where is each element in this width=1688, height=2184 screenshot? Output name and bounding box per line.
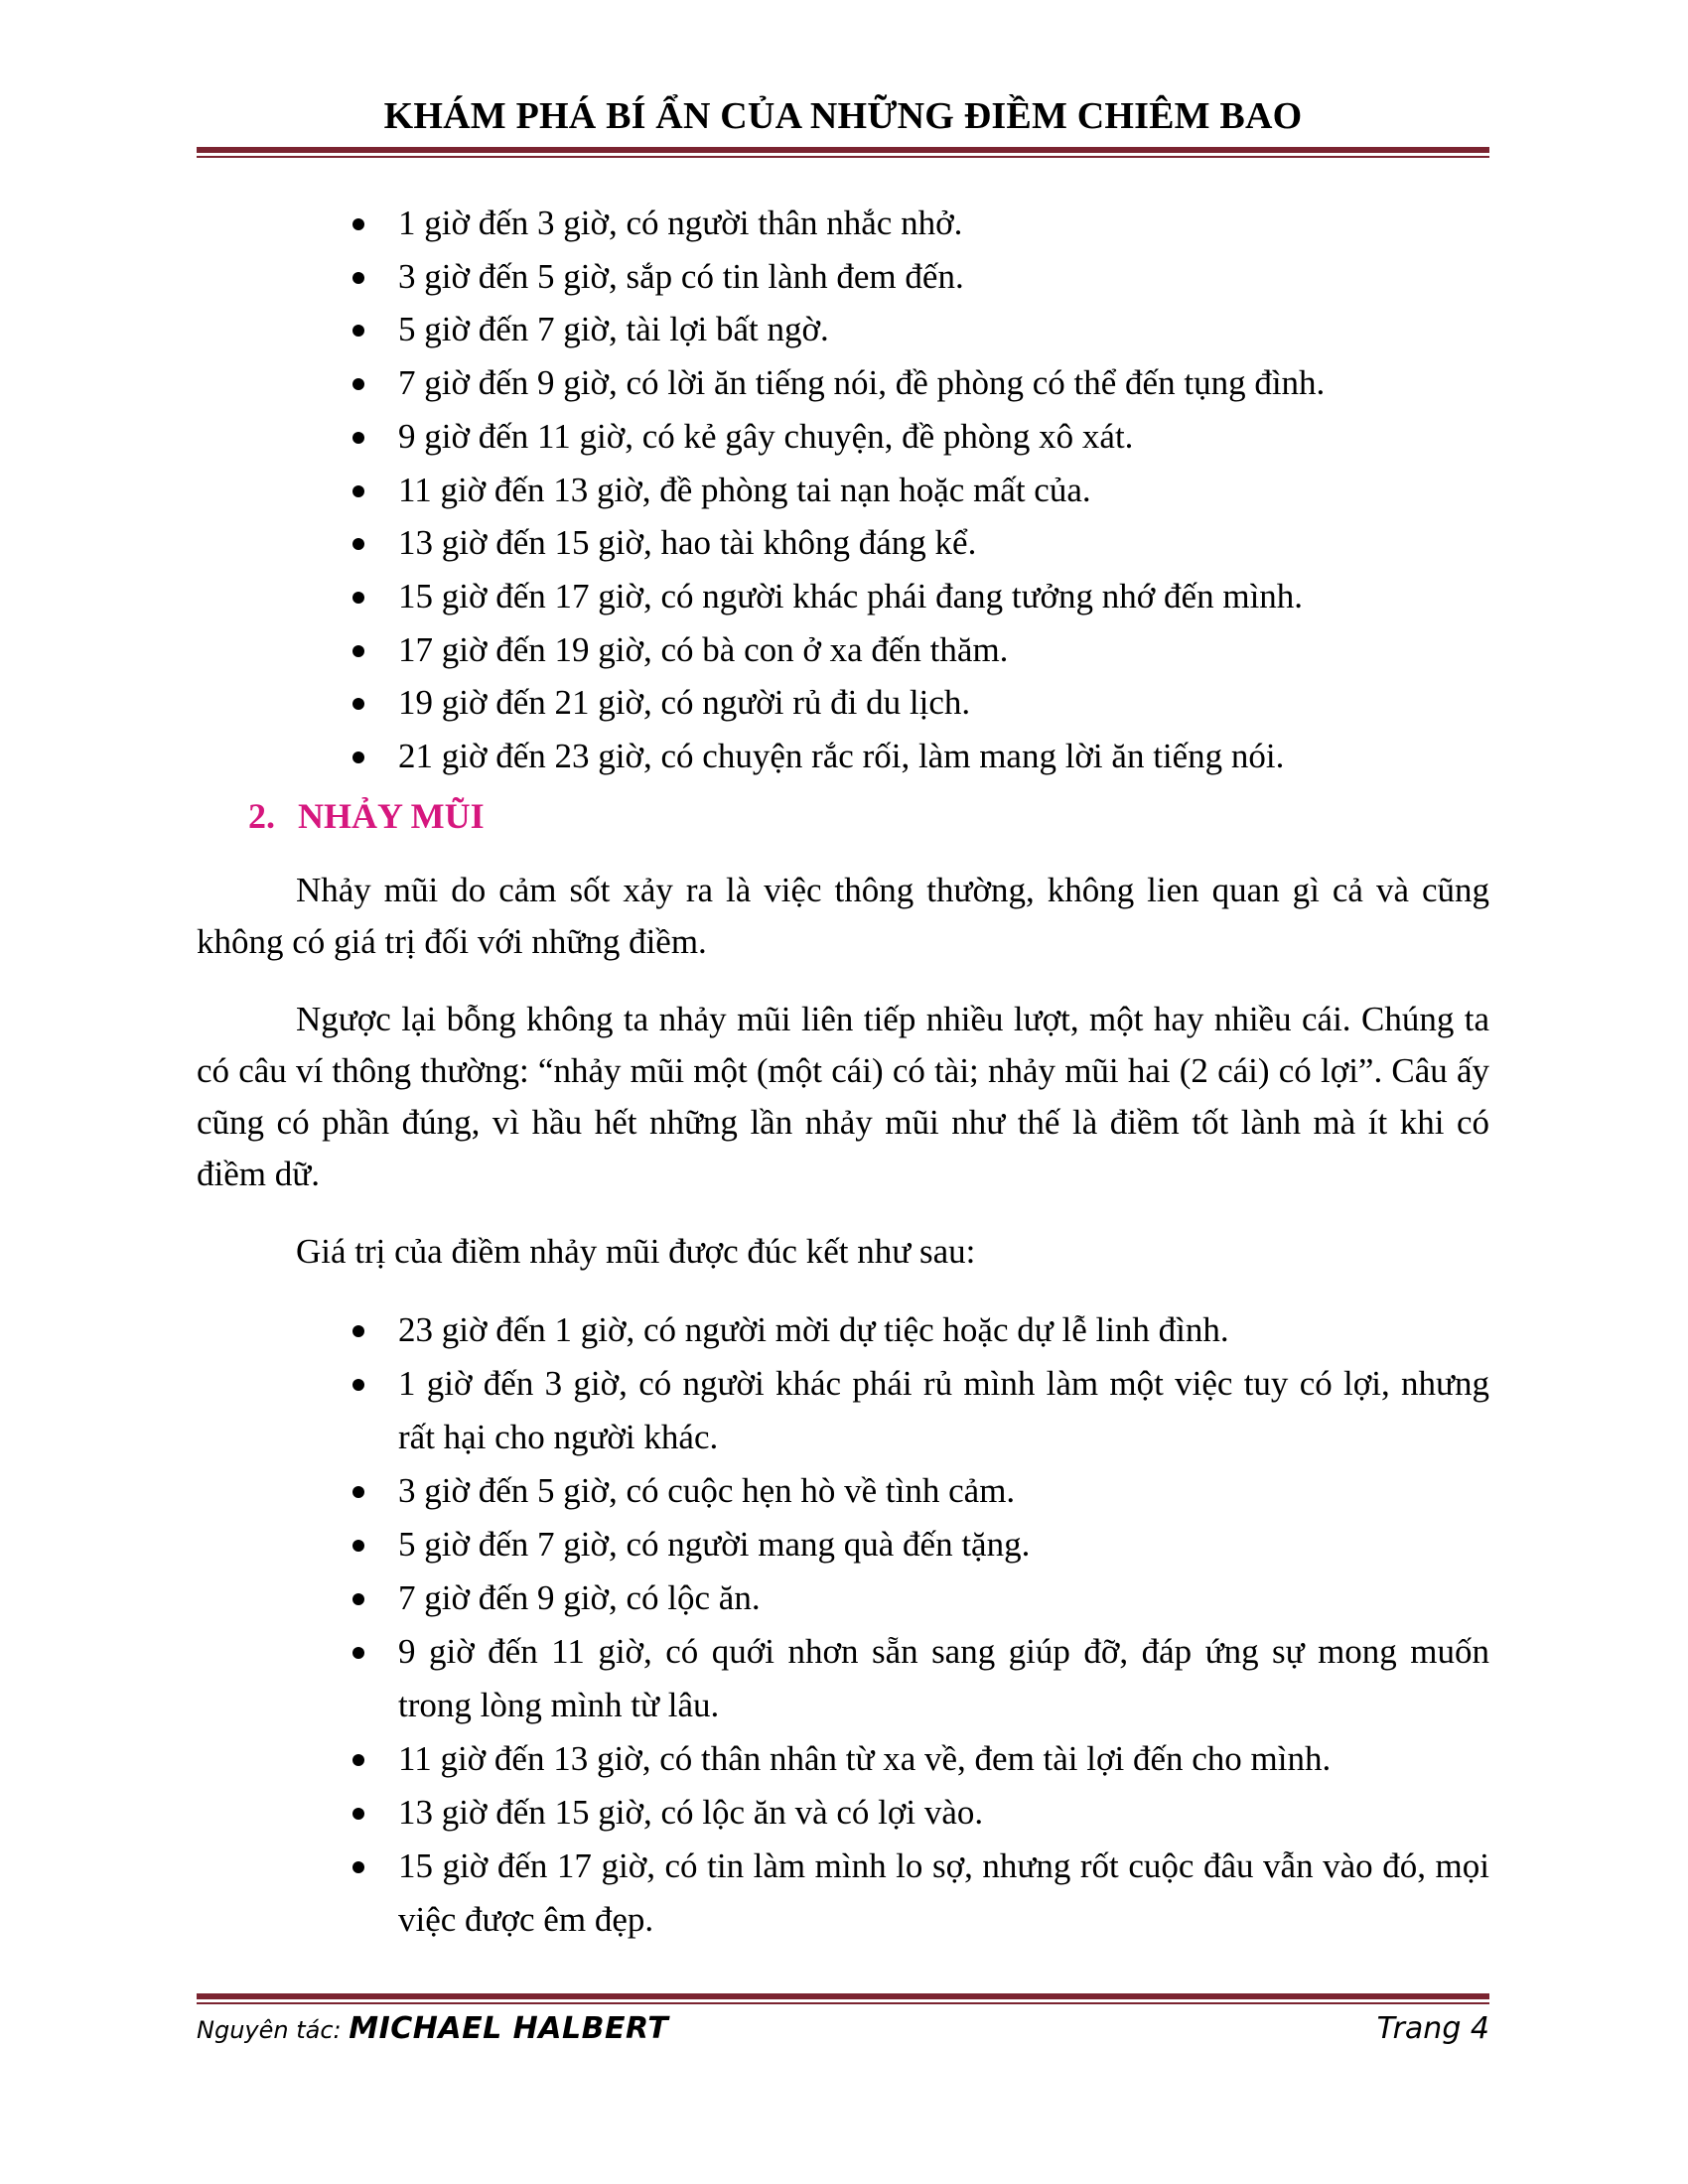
list-item: 11 giờ đến 13 giờ, đề phòng tai nạn hoặc mất của.: [197, 464, 1489, 517]
bullet-icon: [352, 218, 364, 230]
list-item: 23 giờ đến 1 giờ, có người mời dự tiệc hoặc dự lễ linh đình.: [197, 1303, 1489, 1357]
section-heading: [248, 791, 1489, 841]
bullet-icon: [352, 1754, 364, 1766]
page-body: [197, 197, 1489, 1947]
section-number: 2.: [248, 795, 275, 836]
footer-divider: [197, 1993, 1489, 2004]
list-item: 21 giờ đến 23 giờ, có chuyện rắc rối, làm mang lời ăn tiếng nói.: [197, 730, 1489, 783]
bullet-icon: [352, 698, 364, 710]
list-item: 15 giờ đến 17 giờ, có tin làm mình lo sợ, nhưng rốt cuộc đâu vẫn vào đó, mọi việc được êm đẹp.: [197, 1840, 1489, 1947]
list-item: 3 giờ đến 5 giờ, sắp có tin lành đem đến.: [197, 250, 1489, 304]
list-item: 17 giờ đến 19 giờ, có bà con ở xa đến thăm.: [197, 623, 1489, 677]
list-item: 5 giờ đến 7 giờ, tài lợi bất ngờ.: [197, 303, 1489, 356]
footer-credit: [197, 2009, 668, 2050]
bullet-icon: [352, 751, 364, 763]
list-item: 15 giờ đến 17 giờ, có người khác phái đang tưởng nhớ đến mình.: [197, 570, 1489, 623]
omen-list-1: [197, 197, 1489, 783]
bullet-icon: [352, 1593, 364, 1605]
bullet-icon: [352, 1486, 364, 1498]
bullet-icon: [352, 592, 364, 604]
bullet-icon: [352, 378, 364, 390]
page-header-title: KHÁM PHÁ BÍ ẨN CỦA NHỮNG ĐIỀM CHIÊM BAO: [383, 95, 1303, 137]
list-item: 13 giờ đến 15 giờ, hao tài không đáng kể.: [197, 516, 1489, 570]
list-item: 7 giờ đến 9 giờ, có lộc ăn.: [197, 1571, 1489, 1625]
bullet-icon: [352, 485, 364, 497]
bullet-icon: [352, 432, 364, 444]
section-title: NHẢY MŨI: [298, 795, 485, 836]
bullet-icon: [352, 1325, 364, 1337]
bullet-icon: [352, 1861, 364, 1873]
bullet-icon: [352, 272, 364, 284]
bullet-icon: [352, 325, 364, 337]
list-item: 1 giờ đến 3 giờ, có người khác phái rủ mình làm một việc tuy có lợi, nhưng rất hại cho người khác.: [197, 1357, 1489, 1464]
paragraph: Ngược lại bỗng không ta nhảy mũi liên tiếp nhiều lượt, một hay nhiều cái. Chúng ta có câu ví thông thường: “nhảy mũi một (một cái) có tài; nhảy mũi hai (2 cái) có lợi”. Câu ấy cũng có phần đúng, vì hầu hết những lần nhảy mũi như thế là điềm tốt lành mà ít khi có điềm dữ.: [197, 999, 1489, 1193]
bullet-icon: [352, 1647, 364, 1659]
footer-author: MICHAEL HALBERT: [349, 2011, 669, 2046]
footer-prefix: Nguyên tác:: [197, 2016, 342, 2044]
bullet-icon: [352, 1379, 364, 1391]
page-number: Trang 4: [1376, 2011, 1489, 2046]
bullet-icon: [352, 645, 364, 657]
list-item: 19 giờ đến 21 giờ, có người rủ đi du lịch.: [197, 676, 1489, 730]
bullet-icon: [352, 538, 364, 550]
list-item: 9 giờ đến 11 giờ, có kẻ gây chuyện, đề phòng xô xát.: [197, 410, 1489, 464]
omen-list-2: [197, 1303, 1489, 1947]
list-item: 1 giờ đến 3 giờ, có người thân nhắc nhở.: [197, 197, 1489, 250]
list-item: 11 giờ đến 13 giờ, có thân nhân từ xa về, đem tài lợi đến cho mình.: [197, 1732, 1489, 1786]
header-divider: [197, 147, 1489, 158]
list-item: 5 giờ đến 7 giờ, có người mang quà đến tặng.: [197, 1518, 1489, 1571]
list-item: 3 giờ đến 5 giờ, có cuộc hẹn hò về tình cảm.: [197, 1464, 1489, 1518]
paragraph: Giá trị của điềm nhảy mũi được đúc kết như sau:: [296, 1231, 976, 1271]
list-item: 9 giờ đến 11 giờ, có quới nhơn sẵn sang giúp đỡ, đáp ứng sự mong muốn trong lòng mình từ lâu.: [197, 1625, 1489, 1732]
bullet-icon: [352, 1540, 364, 1552]
paragraph: Nhảy mũi do cảm sốt xảy ra là việc thông thường, không lien quan gì cả và cũng không có giá trị đối với những điềm.: [197, 870, 1489, 961]
list-item: 7 giờ đến 9 giờ, có lời ăn tiếng nói, đề phòng có thể đến tụng đình.: [197, 356, 1489, 410]
list-item: 13 giờ đến 15 giờ, có lộc ăn và có lợi vào.: [197, 1786, 1489, 1840]
bullet-icon: [352, 1808, 364, 1820]
